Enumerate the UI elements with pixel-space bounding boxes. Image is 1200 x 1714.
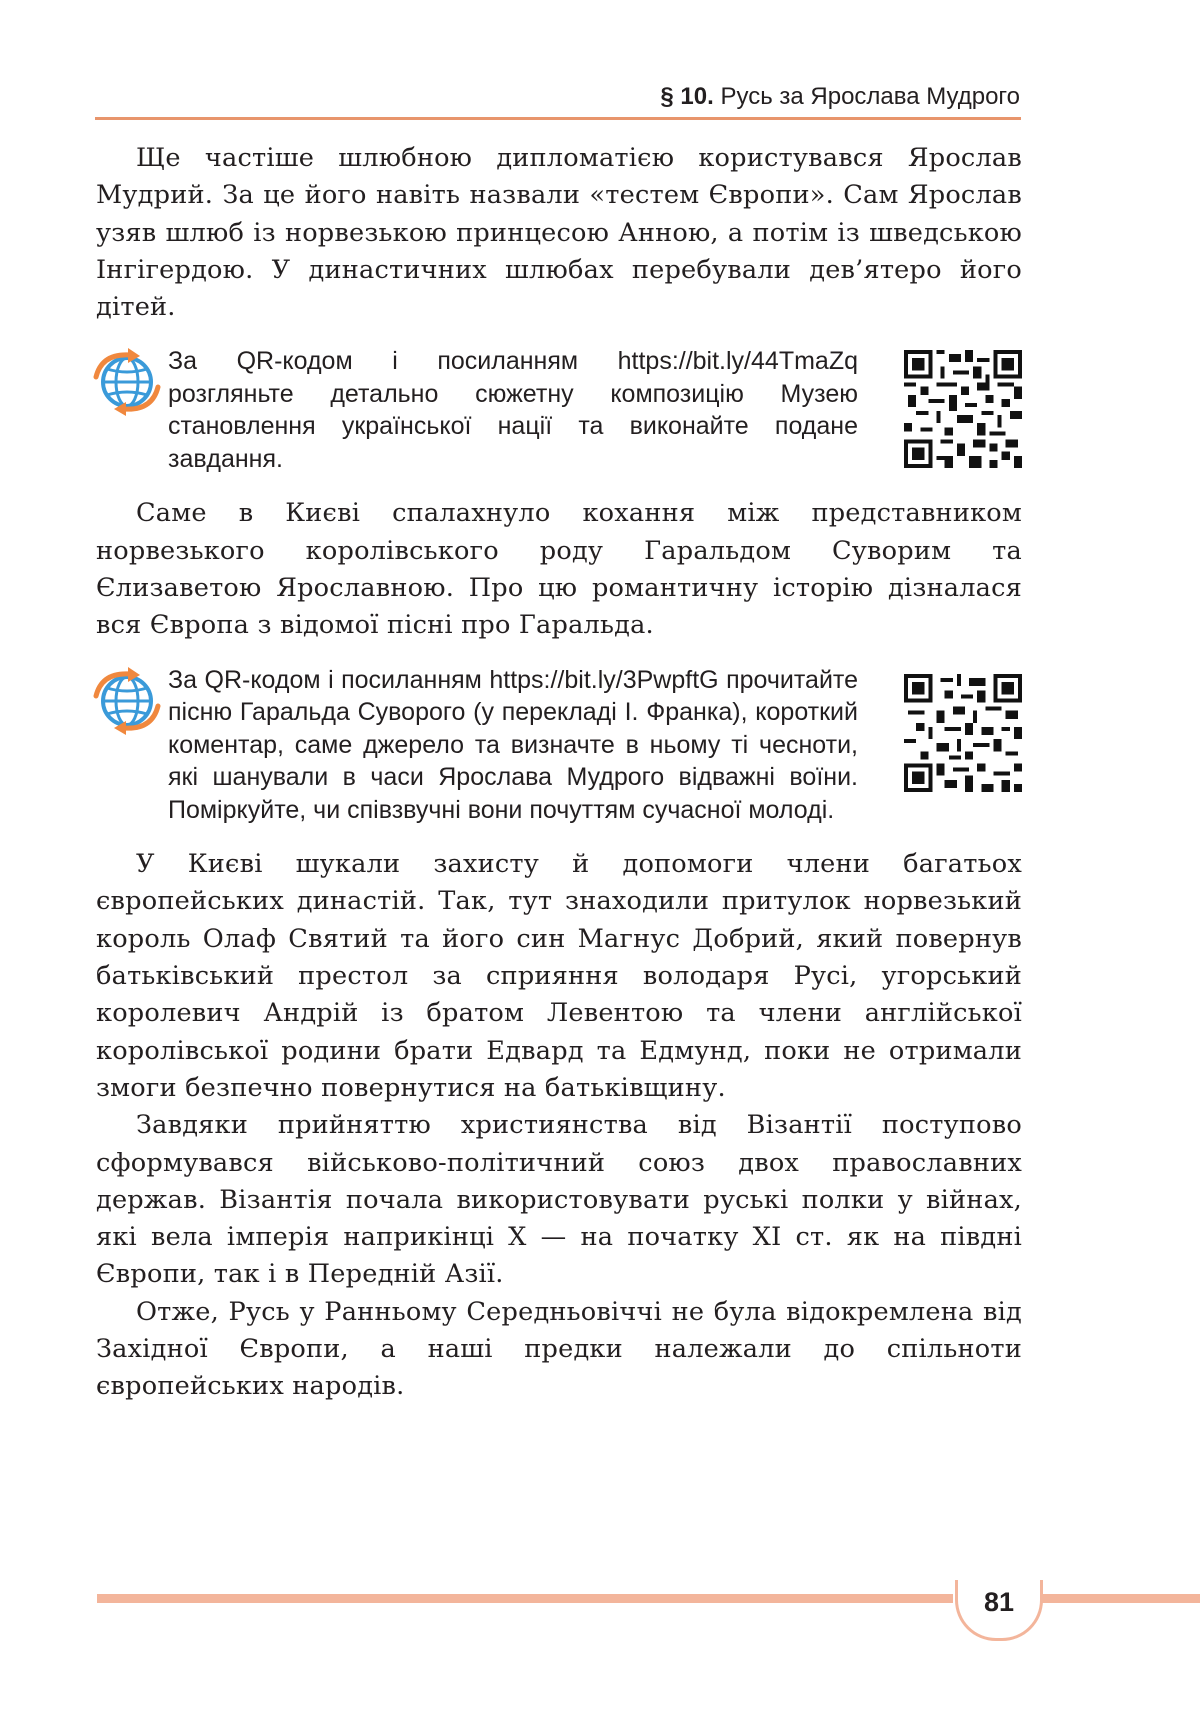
footer-bar-right [1040,1594,1200,1603]
section-number: § 10. [660,83,714,110]
qr-callout-harald-song [96,664,1022,827]
callout-text: За QR-кодом і посиланням https://bit.ly/44TmaZq розгляньте детально сюжетну композицію Музею становлення української нації та виконайте подане завдання. [168,347,858,473]
footer-bar-left [97,1594,953,1603]
globe-arrows-icon [92,347,162,417]
paragraph-byzantium-alliance: Завдяки прийняттю християнства від Візантії поступово сформувався військово-політичний союз двох православних держав. Візантія почала використовувати руські полки у війнах, які вела імперія наприкінці X — на початку XI ст. як на півдні Європи, так і в Передній Азії. [96,1110,1022,1290]
callout-text: За QR-кодом і посиланням https://bit.ly/3PwpftG прочитайте пісню Гаральда Суворого (у перекладі І. Франка), короткий коментар, саме джерело та визначте в ньому ті чесноти, які шанували в часи Ярослава Мудрого відважні воїни. Поміркуйте, чи співзвучні вони почуттям сучасної молоді. [168,665,858,824]
page-body [96,140,1022,1406]
header-divider [95,117,1021,120]
qr-callout-museum [96,345,1022,475]
qr-code-icon[interactable] [904,674,1022,792]
section-title: Русь за Ярослава Мудрого [720,83,1020,110]
paragraph-harald-love: Саме в Києві спалахнуло кохання між представником норвезького королівського роду Гаральдом Суворим та Єлизаветою Ярославною. Про цю романтичну історію дізналася вся Європа з відомої пісні про Гаральда. [96,498,1022,641]
paragraph-conclusion: Отже, Русь у Ранньому Середньовіччі не була відокремлена від Західної Європи, а наші предки належали до спільноти європейських народів. [96,1296,1022,1402]
paragraph-european-dynasties: У Києві шукали захисту й допомоги члени багатьох європейських династій. Так, тут знаходили притулок норвезький король Олаф Святий та його син Магнус Добрий, який повернув батьківський престол за сприяння володаря Русі, угорський королевич Андрій із братом Левентою та члени англійської королівської родини брати Едвард та Едмунд, поки не отримали змоги безпечно повернутися на батьківщину. [96,849,1022,1103]
running-header [95,78,1020,116]
paragraph-marriage-diplomacy: Ще частіше шлюбною дипломатією користувався Ярослав Мудрий. За це його навіть назвали «тестем Європи». Сам Ярослав узяв шлюб із норвезькою принцесою Анною, а потім із шведською Інгігердою. У династичних шлюбах перебували дев’ятеро його дітей. [96,143,1022,323]
qr-code-icon[interactable] [904,350,1022,468]
globe-arrows-icon [92,666,162,736]
page-number: 81 [983,1587,1015,1617]
